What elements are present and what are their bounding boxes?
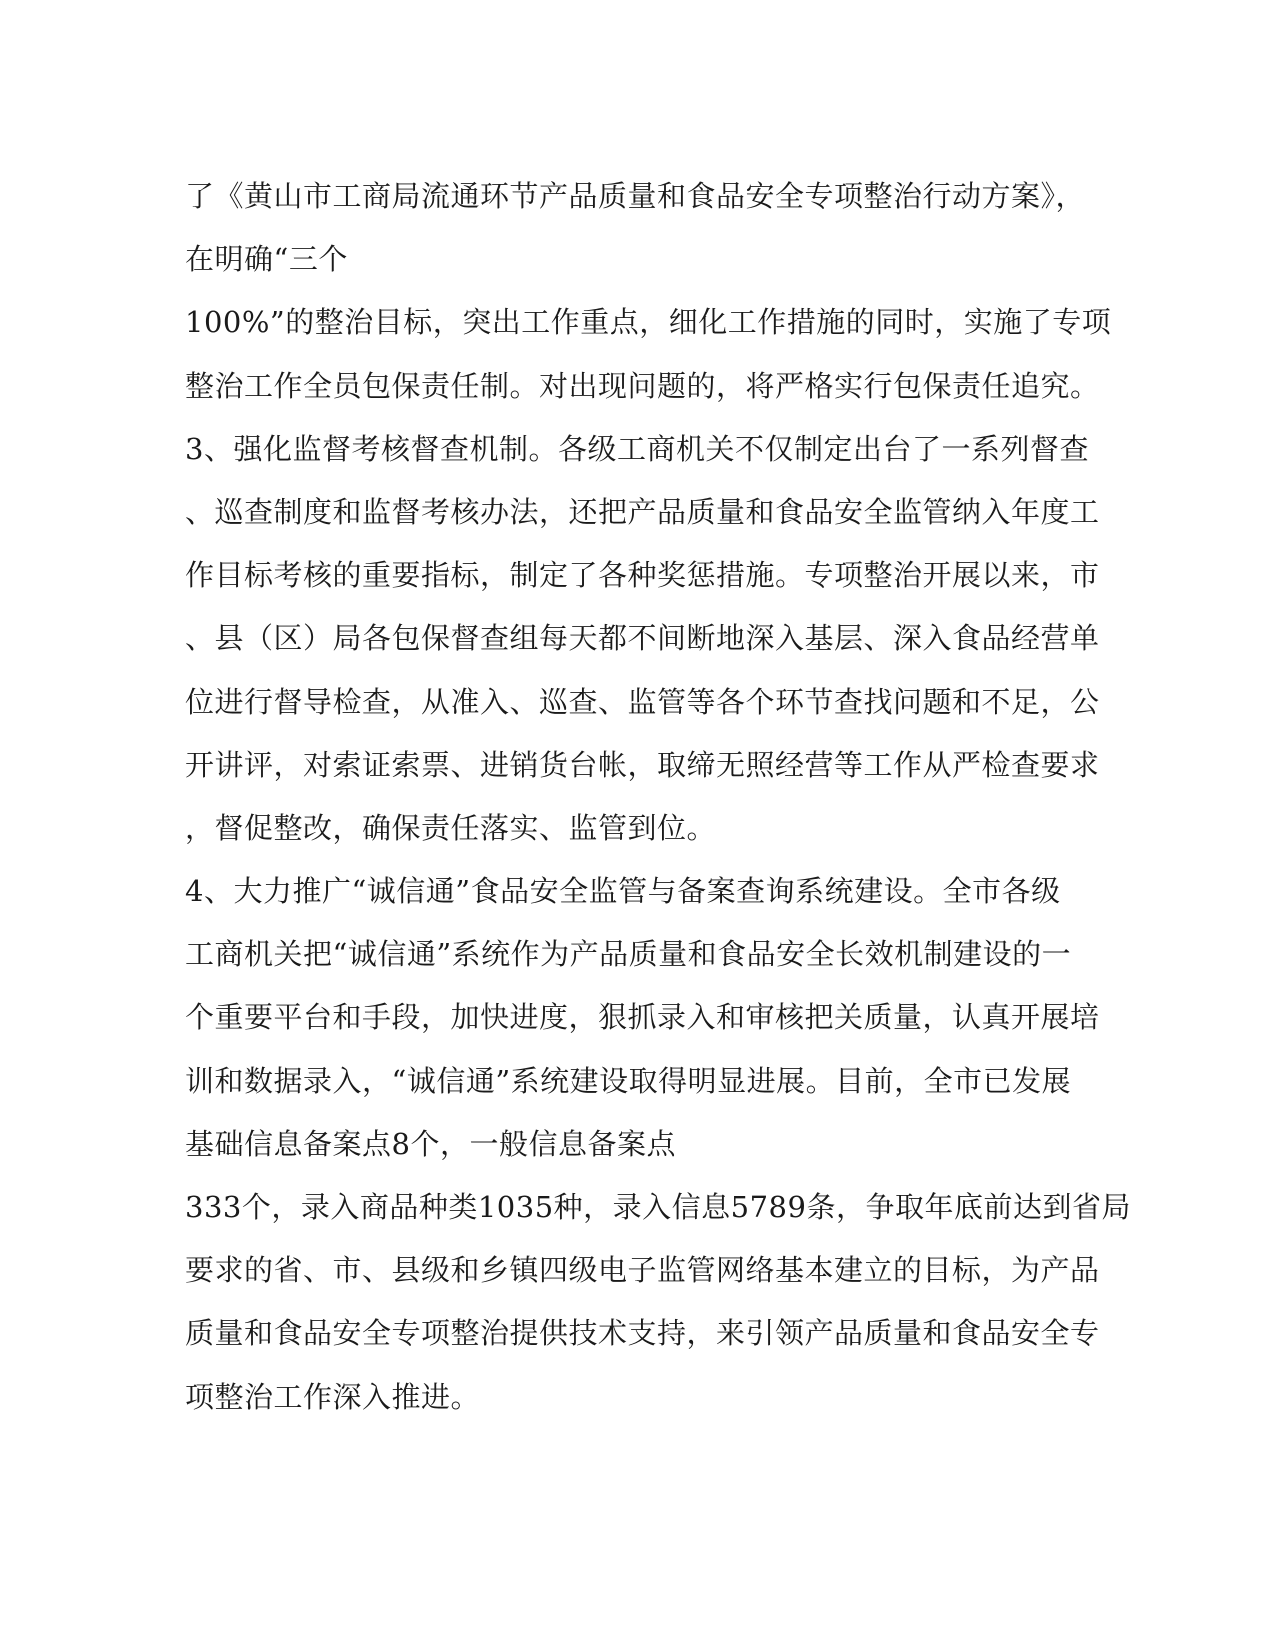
text-line: 3、强化监督考核督查机制。各级工商机关不仅制定出台了一系列督查: [185, 431, 1089, 466]
text-line: 作目标考核的重要指标，制定了各种奖惩措施。专项整治开展以来，市: [185, 558, 1100, 593]
text-line: 要求的省、市、县级和乡镇四级电子监管网络基本建立的目标，为产品: [185, 1253, 1100, 1288]
text-line: 质量和食品安全专项整治提供技术支持，来引领产品质量和食品安全专: [185, 1316, 1100, 1351]
text-line: 、县（区）局各包保督查组每天都不间断地深入基层、深入食品经营单: [185, 621, 1100, 656]
text-line: 100%”的整治目标，突出工作重点，细化工作措施的同时，实施了专项: [185, 305, 1112, 340]
text-line: 4、大力推广“诚信通”食品安全监管与备案查询系统建设。全市各级: [185, 874, 1061, 909]
text-line: 333个，录入商品种类1035种，录入信息5789条，争取年底前达到省局: [185, 1190, 1131, 1224]
text-line: 整治工作全员包保责任制。对出现问题的，将严格实行包保责任追究。: [185, 368, 1100, 403]
text-line: 位进行督导检查，从准入、巡查、监管等各个环节查找问题和不足，公: [185, 684, 1100, 719]
text-line: 在明确“三个: [185, 242, 348, 277]
text-line: 个重要平台和手段，加快进度，狠抓录入和审核把关质量，认真开展培: [185, 1000, 1100, 1035]
text-line: 工商机关把“诚信通”系统作为产品质量和食品安全长效机制建设的一: [185, 937, 1072, 972]
text-line: 基础信息备案点8个，一般信息备案点: [185, 1126, 676, 1161]
text-line: 开讲评，对索证索票、进销货台帐，取缔无照经营等工作从严检查要求: [185, 747, 1100, 782]
text-line: 训和数据录入，“诚信通”系统建设取得明显进展。目前，全市已发展: [185, 1063, 1072, 1098]
text-line: 了《黄山市工商局流通环节产品质量和食品安全专项整治行动方案》，: [185, 179, 1086, 213]
document-body: [185, 165, 1131, 1429]
text-line: 、巡查制度和监督考核办法，还把产品质量和食品安全监管纳入年度工: [185, 494, 1100, 529]
text-line: 项整治工作深入推进。: [185, 1379, 481, 1414]
text-line: ，督促整改，确保责任落实、监管到位。: [185, 810, 717, 845]
